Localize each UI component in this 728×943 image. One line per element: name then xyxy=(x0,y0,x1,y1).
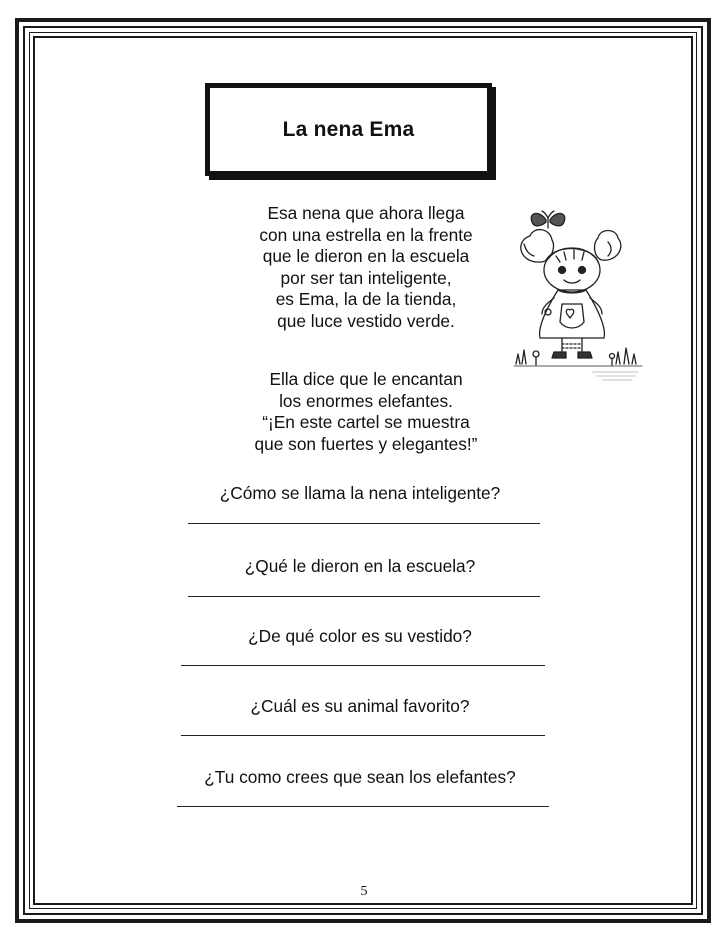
question-1: ¿Cómo se llama la nena inteligente? xyxy=(219,483,501,503)
page-title: La nena Ema xyxy=(282,117,415,141)
poem-line: “¡En este cartel se muestra xyxy=(262,412,470,432)
poem-line: con una estrella en la frente xyxy=(259,224,473,245)
butterfly-icon xyxy=(531,211,565,228)
answer-line-5[interactable] xyxy=(177,806,549,807)
girl-illustration-icon xyxy=(512,204,644,382)
page-number: 5 xyxy=(360,884,368,899)
answer-line-4[interactable] xyxy=(181,735,545,736)
poem-line: es Ema, la de la tienda, xyxy=(275,289,457,309)
title-box xyxy=(205,83,492,176)
answer-line-2[interactable] xyxy=(188,596,540,597)
question-3: ¿De qué color es su vestido? xyxy=(248,626,472,646)
question-2: ¿Qué le dieron en la escuela? xyxy=(244,556,476,576)
poem-line: Ella dice que le encantan xyxy=(269,369,463,389)
answer-line-1[interactable] xyxy=(188,523,540,524)
poem-line: que luce vestido verde. xyxy=(277,310,455,331)
poem-line: por ser tan inteligente, xyxy=(280,267,452,288)
poem-line: que son fuertes y elegantes!” xyxy=(254,433,478,454)
poem-line: Esa nena que ahora llega xyxy=(267,203,465,223)
poem-stanza-2 xyxy=(218,369,514,455)
poem-stanza-1 xyxy=(218,203,514,332)
poem-line: los enormes elefantes. xyxy=(279,390,453,411)
answer-line-3[interactable] xyxy=(181,665,545,666)
question-4: ¿Cuál es su animal favorito? xyxy=(250,696,470,716)
question-5: ¿Tu como crees que sean los elefantes? xyxy=(204,767,516,787)
poem-line: que le dieron en la escuela xyxy=(262,246,470,266)
